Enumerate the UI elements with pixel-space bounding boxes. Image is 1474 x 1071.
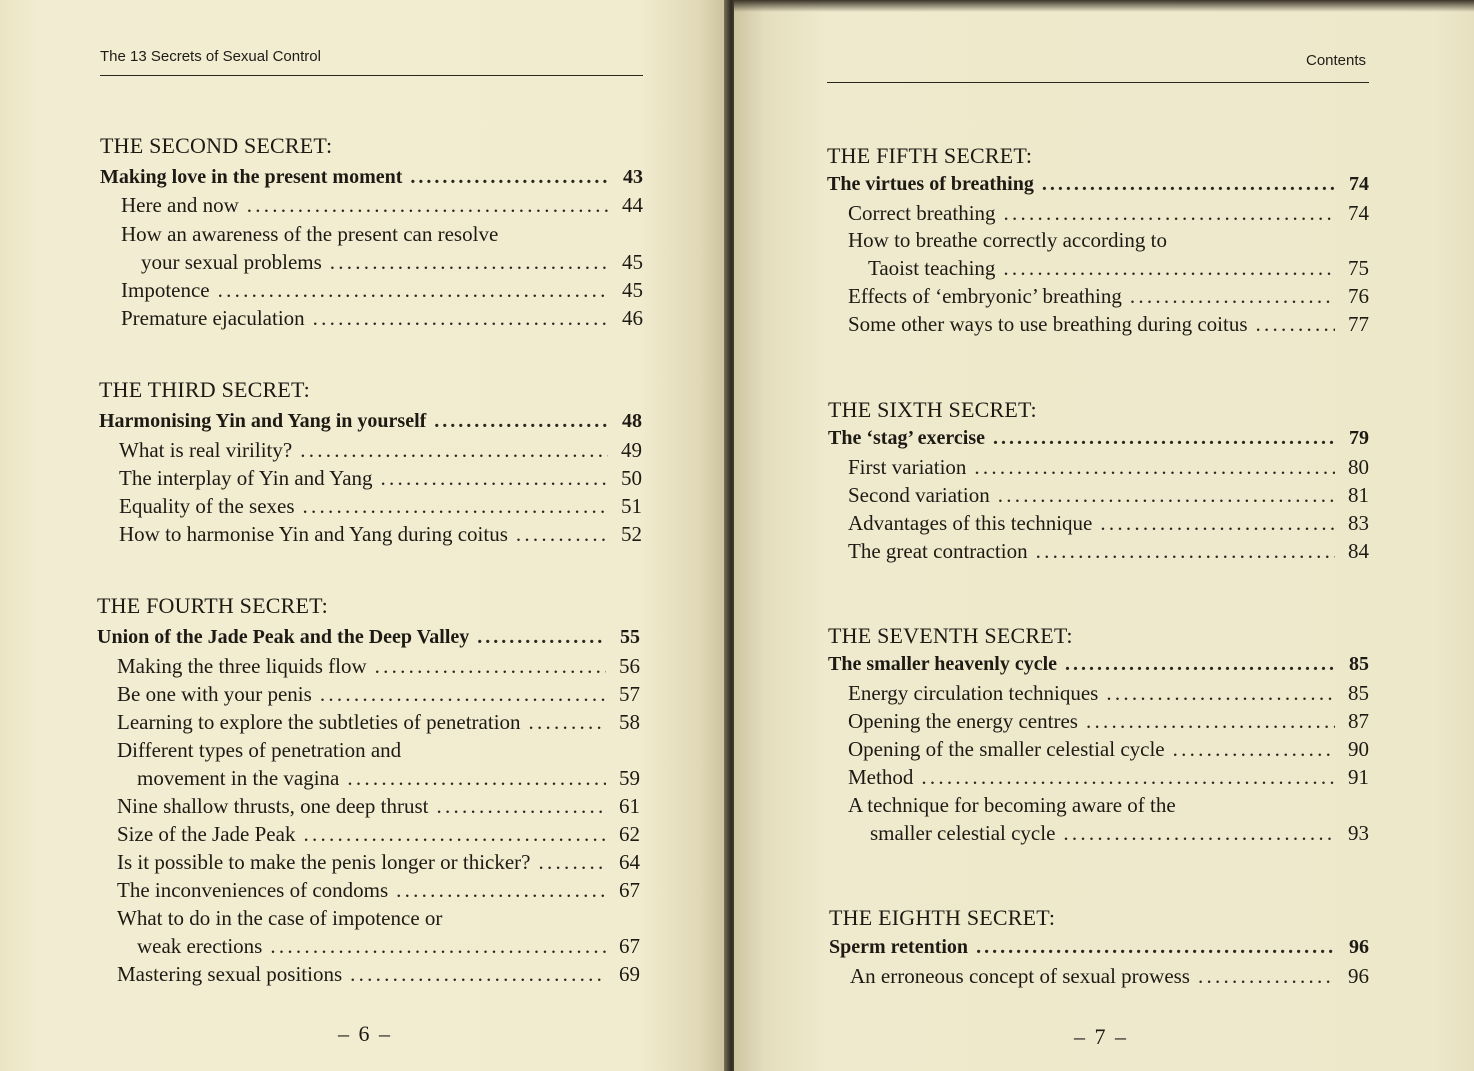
toc-entry-label: How to harmonise Yin and Yang during coitus	[119, 522, 508, 546]
toc-entry-label: The inconveniences of condoms	[117, 878, 389, 902]
toc-page-number: 91	[1348, 765, 1369, 789]
toc-entry[interactable]	[848, 284, 1369, 309]
toc-entry-label: Learning to explore the subtleties of penetration	[117, 710, 521, 734]
toc-entry-label: Different types of penetration and	[117, 738, 402, 762]
toc-entry-label: Be one with your penis	[117, 682, 312, 706]
leader-dots	[477, 626, 606, 649]
toc-entry-label: Sperm retention	[829, 936, 969, 958]
section-heading: THE SIXTH SECRET:	[828, 397, 1037, 422]
leader-dots	[436, 794, 606, 819]
leader-dots	[320, 682, 606, 707]
leader-dots	[921, 765, 1335, 790]
running-head-left: The 13 Secrets of Sexual Control	[100, 48, 321, 65]
toc-entry-label: Here and now	[121, 193, 239, 217]
toc-entry-label: Union of the Jade Peak and the Deep Valley	[97, 626, 470, 648]
toc-entry-label: Opening the energy centres	[848, 709, 1078, 733]
leader-dots	[1100, 511, 1335, 536]
toc-page-number: 87	[1348, 709, 1369, 733]
toc-entry[interactable]	[848, 765, 1369, 790]
toc-page-number: 44	[622, 193, 643, 217]
toc-page-number: 79	[1349, 427, 1369, 449]
toc-entry-label: The smaller heavenly cycle	[828, 653, 1058, 675]
leader-dots	[1063, 821, 1335, 846]
toc-entry[interactable]	[848, 483, 1369, 508]
toc-entry[interactable]	[868, 256, 1369, 281]
toc-page-number: 62	[619, 822, 640, 846]
toc-entry-label: Size of the Jade Peak	[117, 822, 296, 846]
toc-entry-label: Advantages of this technique	[848, 511, 1093, 535]
toc-page-number: 59	[619, 766, 640, 790]
leader-dots	[516, 522, 608, 547]
toc-page-number: 74	[1349, 173, 1369, 195]
toc-entry[interactable]	[137, 934, 640, 959]
right-page	[734, 0, 1474, 1071]
toc-entry-label: How to breathe correctly according to	[848, 228, 1167, 252]
toc-entry-label: The great contraction	[848, 539, 1028, 563]
leader-dots	[1106, 681, 1335, 706]
toc-page-number: 46	[622, 306, 643, 330]
toc-entry-label: Premature ejaculation	[121, 306, 305, 330]
toc-page-number: 45	[622, 278, 643, 302]
toc-page-number: 74	[1348, 201, 1369, 225]
toc-entry[interactable]	[137, 766, 640, 791]
page-edge-shadow	[734, 0, 1474, 12]
toc-entry-label: Making love in the present moment	[100, 166, 403, 188]
left-page	[0, 0, 728, 1071]
leader-dots	[1256, 312, 1335, 337]
header-rule-left	[100, 75, 643, 76]
toc-entry-chapter[interactable]	[99, 410, 642, 433]
toc-page-number: 90	[1348, 737, 1369, 761]
toc-entry-label: Energy circulation techniques	[848, 681, 1099, 705]
leader-dots	[976, 936, 1335, 959]
toc-entry-label: Effects of ‘embryonic’ breathing	[848, 284, 1122, 308]
leader-dots	[1065, 653, 1335, 676]
toc-entry[interactable]	[119, 494, 642, 519]
toc-page-number: 96	[1349, 936, 1369, 958]
toc-entry-label: Some other ways to use breathing during coitus	[848, 312, 1248, 336]
toc-entry-label: An erroneous concept of sexual prowess	[850, 964, 1190, 988]
toc-page-number: 85	[1349, 653, 1369, 675]
toc-entry-label: Is it possible to make the penis longer or thicker?	[117, 850, 531, 874]
toc-entry-label: Opening of the smaller celestial cycle	[848, 737, 1165, 761]
toc-entry[interactable]	[848, 228, 1369, 253]
toc-page-number: 61	[619, 794, 640, 818]
leader-dots	[303, 822, 606, 847]
toc-page-number: 48	[622, 410, 642, 432]
toc-page-number: 55	[620, 626, 640, 648]
leader-dots	[1198, 964, 1335, 989]
toc-entry-chapter[interactable]	[828, 653, 1369, 676]
toc-entry-chapter[interactable]	[829, 936, 1369, 959]
section-heading: THE SEVENTH SECRET:	[828, 623, 1073, 648]
toc-page-number: 80	[1348, 455, 1369, 479]
header-rule-right	[827, 82, 1369, 83]
toc-page-number: 52	[621, 522, 642, 546]
toc-entry[interactable]	[117, 794, 640, 819]
leader-dots	[529, 710, 606, 735]
toc-entry[interactable]	[848, 312, 1369, 337]
leader-dots	[974, 455, 1335, 480]
leader-dots	[410, 166, 609, 189]
running-head-right: Contents	[1306, 52, 1367, 69]
toc-entry[interactable]	[119, 522, 642, 547]
leader-dots	[247, 193, 609, 218]
toc-page-number: 57	[619, 682, 640, 706]
toc-entry-label: Taoist teaching	[868, 256, 996, 280]
toc-entry-label: Second variation	[848, 483, 990, 507]
toc-entry-label: The ‘stag’ exercise	[828, 427, 985, 449]
toc-entry[interactable]	[870, 821, 1369, 846]
toc-entry-label: Harmonising Yin and Yang in yourself	[99, 410, 427, 432]
toc-entry[interactable]	[848, 455, 1369, 480]
toc-entry-label: Equality of the sexes	[119, 494, 295, 518]
toc-entry[interactable]	[848, 201, 1369, 226]
toc-entry-label: Method	[848, 765, 914, 789]
toc-entry-label: smaller celestial cycle	[870, 821, 1056, 845]
toc-entry[interactable]	[848, 539, 1369, 564]
toc-page-number: 45	[622, 250, 643, 274]
toc-entry[interactable]	[117, 682, 640, 707]
leader-dots	[330, 250, 609, 275]
leader-dots	[538, 850, 606, 875]
leader-dots	[998, 483, 1335, 508]
toc-entry-label: Impotence	[121, 278, 210, 302]
toc-entry[interactable]	[848, 737, 1369, 762]
leader-dots	[1003, 256, 1335, 281]
toc-page-number: 56	[619, 654, 640, 678]
toc-entry[interactable]	[141, 250, 643, 275]
leader-dots	[300, 438, 608, 463]
leader-dots	[218, 278, 609, 303]
toc-entry[interactable]	[848, 681, 1369, 706]
toc-page-number: 84	[1348, 539, 1369, 563]
toc-entry-label: A technique for becoming aware of the	[848, 793, 1176, 817]
toc-entry[interactable]	[117, 822, 640, 847]
leader-dots	[350, 962, 606, 987]
page-number-right: – 7 –	[1074, 1024, 1128, 1049]
toc-page-number: 77	[1348, 312, 1369, 336]
toc-entry-chapter[interactable]	[828, 427, 1369, 450]
section-heading: THE EIGHTH SECRET:	[829, 905, 1056, 930]
toc-page-number: 93	[1348, 821, 1369, 845]
leader-dots	[1042, 173, 1335, 196]
toc-entry-label: What to do in the case of impotence or	[117, 906, 443, 930]
toc-entry[interactable]	[850, 964, 1369, 989]
toc-entry-label: weak erections	[137, 934, 263, 958]
toc-entry[interactable]	[117, 878, 640, 903]
toc-entry-label: your sexual problems	[141, 250, 322, 274]
toc-entry[interactable]	[119, 466, 642, 491]
toc-entry-label: movement in the vagina	[137, 766, 340, 790]
section-heading: THE SECOND SECRET:	[100, 133, 333, 158]
toc-entry-chapter[interactable]	[100, 166, 643, 189]
toc-page-number: 58	[619, 710, 640, 734]
toc-entry[interactable]	[119, 438, 642, 463]
toc-entry[interactable]	[121, 222, 643, 247]
toc-entry[interactable]	[117, 738, 640, 763]
toc-entry-label: Making the three liquids flow	[117, 654, 367, 678]
toc-entry-label: What is real virility?	[119, 438, 293, 462]
toc-entry-label: Correct breathing	[848, 201, 996, 225]
leader-dots	[1004, 201, 1335, 226]
leader-dots	[381, 466, 608, 491]
toc-entry-label: The virtues of breathing	[827, 173, 1034, 195]
toc-entry[interactable]	[117, 906, 640, 931]
toc-entry[interactable]	[117, 962, 640, 987]
section-heading: THE FOURTH SECRET:	[97, 593, 328, 618]
toc-page-number: 85	[1348, 681, 1369, 705]
toc-page-number: 81	[1348, 483, 1369, 507]
toc-entry-label: Mastering sexual positions	[117, 962, 343, 986]
leader-dots	[1086, 709, 1335, 734]
toc-page-number: 67	[619, 934, 640, 958]
page-number-left: – 6 –	[338, 1021, 392, 1046]
leader-dots	[993, 427, 1335, 450]
toc-entry[interactable]	[117, 710, 640, 735]
toc-entry[interactable]	[121, 193, 643, 218]
leader-dots	[347, 766, 606, 791]
toc-page-number: 76	[1348, 284, 1369, 308]
toc-page-number: 43	[623, 166, 643, 188]
toc-entry-label: First variation	[848, 455, 967, 479]
leader-dots	[375, 654, 606, 679]
toc-entry[interactable]	[848, 511, 1369, 536]
section-heading: THE THIRD SECRET:	[99, 377, 310, 402]
toc-entry-label: How an awareness of the present can resolve	[121, 222, 499, 246]
toc-page-number: 69	[619, 962, 640, 986]
leader-dots	[1173, 737, 1335, 762]
toc-page-number: 64	[619, 850, 640, 874]
toc-page-number: 75	[1348, 256, 1369, 280]
toc-page-number: 49	[621, 438, 642, 462]
toc-page-number: 67	[619, 878, 640, 902]
leader-dots	[434, 410, 608, 433]
toc-entry[interactable]	[121, 306, 643, 331]
toc-entry[interactable]	[117, 850, 640, 875]
leader-dots	[313, 306, 609, 331]
leader-dots	[270, 934, 606, 959]
leader-dots	[396, 878, 606, 903]
leader-dots	[1036, 539, 1335, 564]
leader-dots	[1130, 284, 1335, 309]
toc-page-number: 50	[621, 466, 642, 490]
leader-dots	[303, 494, 608, 519]
section-heading: THE FIFTH SECRET:	[827, 143, 1033, 168]
toc-entry-label: The interplay of Yin and Yang	[119, 466, 373, 490]
toc-entry-chapter[interactable]	[97, 626, 640, 649]
toc-entry-chapter[interactable]	[827, 173, 1369, 196]
toc-page-number: 51	[621, 494, 642, 518]
toc-entry[interactable]	[848, 793, 1369, 818]
toc-page-number: 83	[1348, 511, 1369, 535]
toc-page-number: 96	[1348, 964, 1369, 988]
toc-entry[interactable]	[848, 709, 1369, 734]
toc-entry[interactable]	[121, 278, 643, 303]
toc-entry[interactable]	[117, 654, 640, 679]
toc-entry-label: Nine shallow thrusts, one deep thrust	[117, 794, 429, 818]
